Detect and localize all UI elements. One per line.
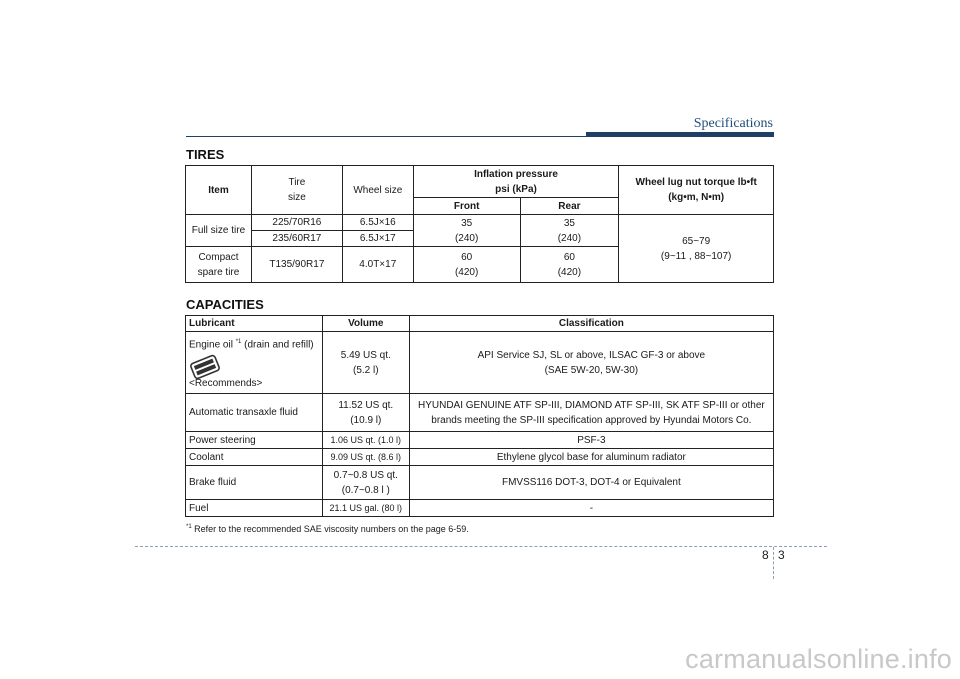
col-tire-size: Tire size <box>251 166 342 215</box>
table-row <box>186 449 774 466</box>
torque-cell: 65~79 (9~11 , 88~107) <box>619 215 774 283</box>
col-front: Front <box>413 198 520 215</box>
col-volume: Volume <box>322 316 409 332</box>
watermark: carmanualsonline.info <box>685 644 952 674</box>
atf-class: HYUNDAI GENUINE ATF SP-III, DIAMOND ATF SP-III, SK ATF SP-III or other brands meeting the SP-III specification approved by Hyundai Motors Co. <box>409 394 773 432</box>
table-row <box>186 215 774 231</box>
tires-table <box>185 165 774 283</box>
chapter-number: 8 <box>762 548 769 562</box>
fuel-label: Fuel <box>186 500 323 517</box>
power-steering-class: PSF-3 <box>409 432 773 449</box>
oil-badge-icon <box>189 352 221 382</box>
col-item: Item <box>186 166 252 215</box>
engine-oil-label: Engine oil $^{*1}$ (drain and refill) <Recommends> <box>186 332 323 394</box>
tire-size-cell: T135/90R17 <box>251 247 342 283</box>
table-row <box>186 432 774 449</box>
tires-header-row <box>186 166 774 198</box>
table-row <box>186 466 774 500</box>
wheel-size-cell: 6.5J×16 <box>342 215 413 231</box>
tires-heading: TIRES <box>186 147 225 162</box>
atf-label: Automatic transaxle fluid <box>186 394 323 432</box>
coolant-label: Coolant <box>186 449 323 466</box>
atf-volume: 11.52 US qt. (10.9 l) <box>322 394 409 432</box>
footnote: $^{*1}$ Refer to the recommended SAE viscosity numbers on the page 6-59. <box>186 524 469 534</box>
full-size-label: Full size tire <box>186 215 252 247</box>
capacities-header-row <box>186 316 774 332</box>
fuel-volume: 21.1 US gal. (80 l) <box>322 500 409 517</box>
power-steering-label: Power steering <box>186 432 323 449</box>
section-title: Specifications <box>693 116 773 131</box>
header-rule-thin <box>186 136 586 137</box>
recommends-label: <Recommends> <box>189 378 263 390</box>
page-number: 3 <box>778 548 785 562</box>
col-torque: Wheel lug nut torque lb•ft (kg•m, N•m) <box>619 166 774 215</box>
page-number-divider <box>773 547 774 579</box>
table-row <box>186 500 774 517</box>
fuel-class: - <box>409 500 773 517</box>
brake-fluid-volume: 0.7~0.8 US qt. (0.7~0.8 l ) <box>322 466 409 500</box>
rear-pressure-cell: 35 (240) <box>520 215 619 247</box>
col-classification: Classification <box>409 316 773 332</box>
header-rule-thick <box>586 132 774 137</box>
wheel-size-cell: 4.0T×17 <box>342 247 413 283</box>
capacities-heading: CAPACITIES <box>186 297 264 312</box>
table-row <box>186 394 774 432</box>
col-lubricant: Lubricant <box>186 316 323 332</box>
wheel-size-cell: 6.5J×17 <box>342 231 413 247</box>
col-inflation: Inflation pressure psi (kPa) <box>413 166 619 198</box>
tire-size-cell: 235/60R17 <box>251 231 342 247</box>
front-pressure-cell: 35 (240) <box>413 215 520 247</box>
compact-spare-label: Compact spare tire <box>186 247 252 283</box>
coolant-class: Ethylene glycol base for aluminum radiator <box>409 449 773 466</box>
engine-oil-volume: 5.49 US qt. (5.2 l) <box>322 332 409 394</box>
footer-dashed-rule <box>135 546 827 547</box>
rear-pressure-cell: 60 (420) <box>520 247 619 283</box>
capacities-table <box>185 315 774 517</box>
table-row <box>186 332 774 394</box>
brake-fluid-label: Brake fluid <box>186 466 323 500</box>
tire-size-cell: 225/70R16 <box>251 215 342 231</box>
engine-oil-class: API Service SJ, SL or above, ILSAC GF-3 or above (SAE 5W-20, 5W-30) <box>409 332 773 394</box>
brake-fluid-class: FMVSS116 DOT-3, DOT-4 or Equivalent <box>409 466 773 500</box>
coolant-volume: 9.09 US qt. (8.6 l) <box>322 449 409 466</box>
front-pressure-cell: 60 (420) <box>413 247 520 283</box>
col-wheel-size: Wheel size <box>342 166 413 215</box>
power-steering-volume: 1.06 US qt. (1.0 l) <box>322 432 409 449</box>
col-rear: Rear <box>520 198 619 215</box>
